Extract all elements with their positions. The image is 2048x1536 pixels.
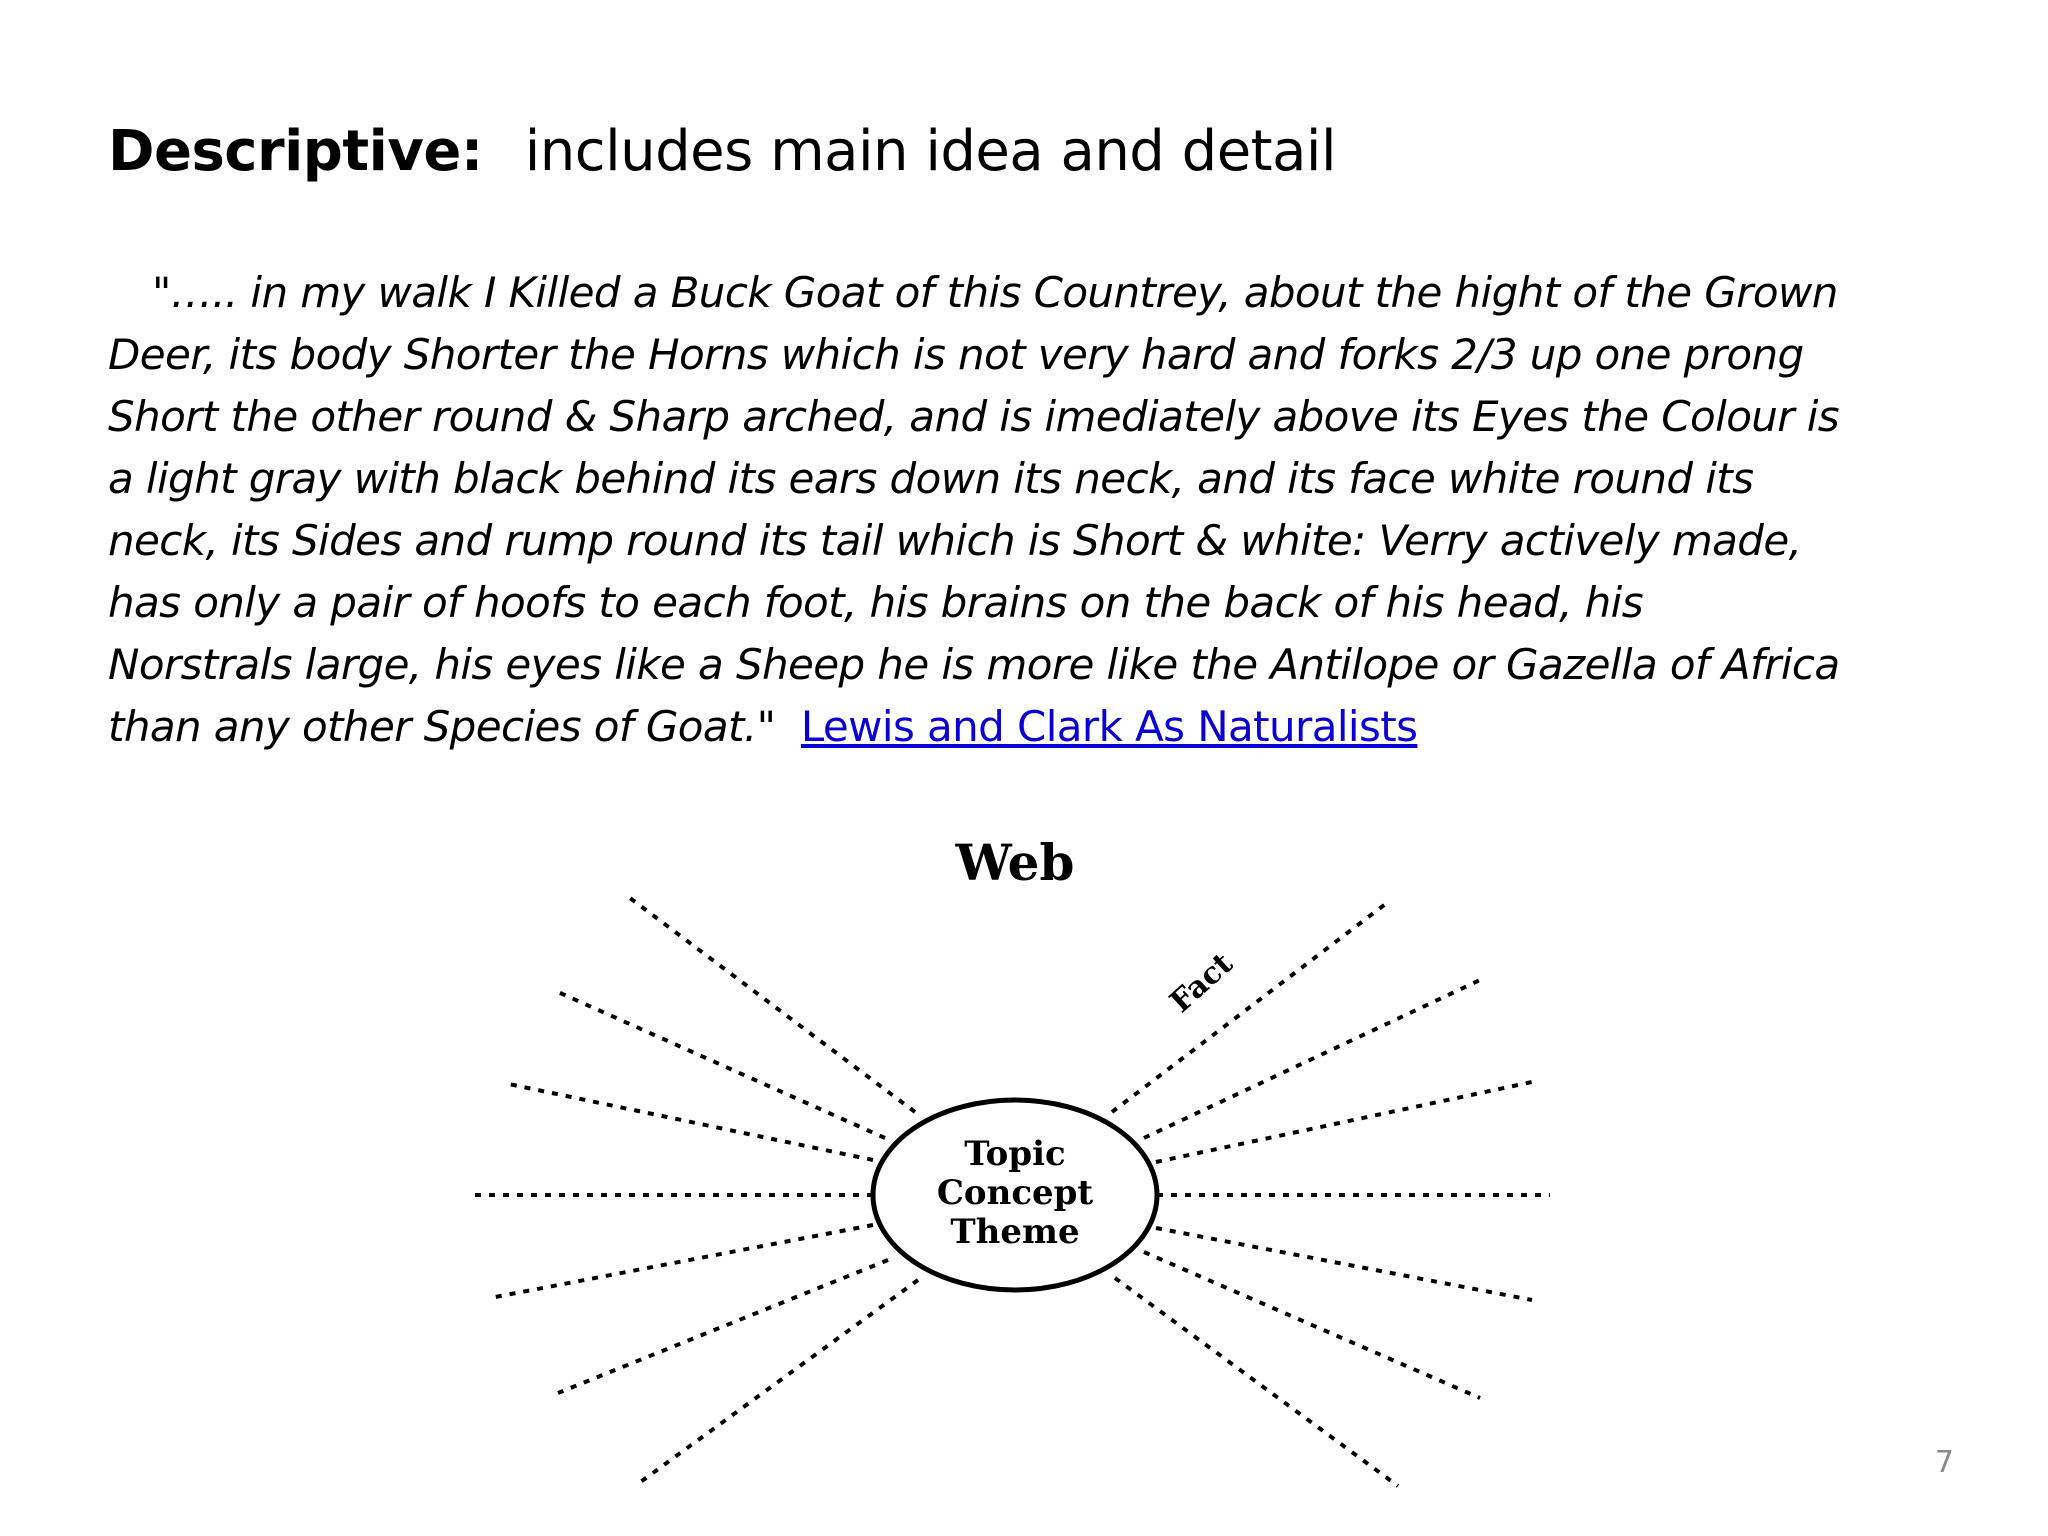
diagram-title: Web [955,833,1075,892]
quote-line-2: Deer, its body Shorter the Horns which is not very hard and forks 2/3 up one prong [108,330,1804,379]
spoke-label-fact: Fact [1163,946,1240,1020]
spoke-line [635,1280,918,1486]
page-number: 7 [1934,1445,1954,1480]
spoke-line [1156,1082,1532,1162]
center-label-theme: Theme [950,1212,1080,1252]
slide-heading [108,118,1336,185]
quote-line-5: neck, its Sides and rump round its tail which is Short & white: Verry actively made, [108,516,1802,565]
spoke-line [630,898,915,1112]
quote-line-7: Norstrals large, his eyes like a Sheep he is more like the Antilope or Gazella of Africa [108,640,1840,689]
quote-line-3: Short the other round & Sharp arched, and is imediately above its Eyes the Colour is [108,392,1840,441]
spoke-line [558,992,885,1138]
quote-line-1: "….. in my walk I Killed a Buck Goat of this Countrey, about the hight of the Grown [152,268,1838,317]
center-label-topic: Topic [964,1134,1066,1174]
spoke-line [490,1225,873,1298]
spoke-line [558,1260,888,1393]
quote-line-6: has only a pair of hoofs to each foot, his brains on the back of his head, his [108,578,1644,627]
center-label-concept: Concept [936,1173,1094,1213]
quote-last-line: than any other Species of Goat." [108,702,776,751]
spoke-line [1156,1228,1532,1300]
heading-definition: includes main idea and detail [524,119,1337,184]
quote-line-4: a light gray with black behind its ears down its neck, and its face white round its [108,454,1754,503]
spoke-line [1115,1278,1398,1486]
quote-paragraph [108,262,1908,758]
spoke-line [1144,1252,1480,1398]
quote-line-8 [108,696,1908,758]
spoke-line [1112,902,1388,1112]
web-diagram [460,820,1580,1500]
source-link[interactable]: Lewis and Clark As Naturalists [800,702,1418,751]
heading-term: Descriptive: [108,119,483,184]
spoke-line [504,1083,873,1160]
